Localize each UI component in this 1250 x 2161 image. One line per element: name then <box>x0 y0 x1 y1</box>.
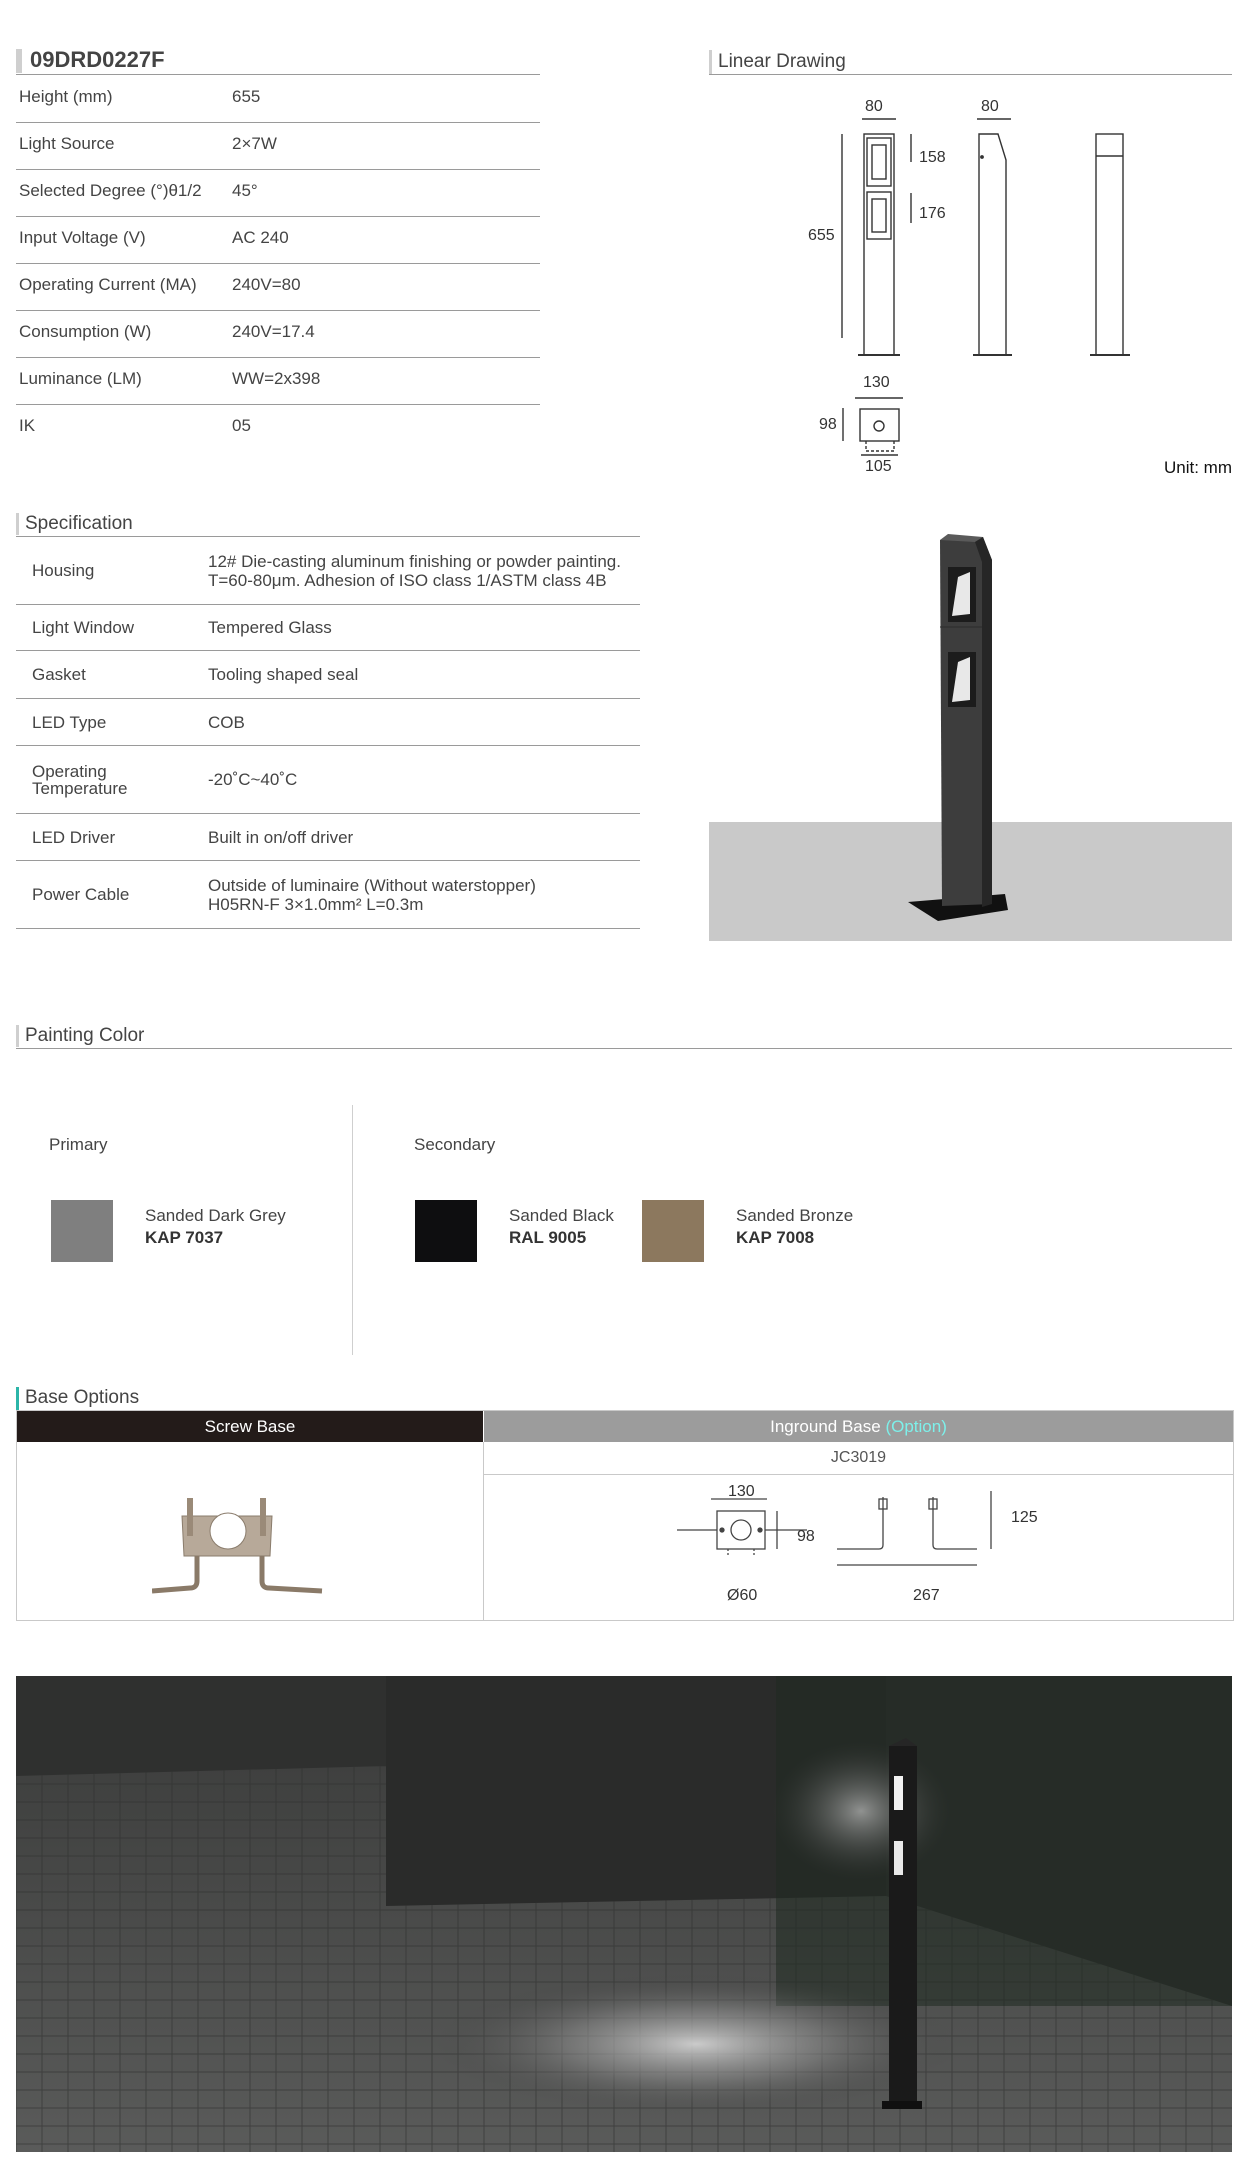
specification-value <box>208 828 353 847</box>
specification-row <box>16 699 640 746</box>
product-spec-table <box>16 76 540 451</box>
specification-row <box>16 651 640 699</box>
base-options-table <box>16 1410 1234 1621</box>
front-view-window-bottom-inner <box>872 199 886 232</box>
dim-base-hole: 105 <box>865 458 892 475</box>
specification-value <box>208 552 621 590</box>
specification-label <box>32 562 94 579</box>
specification-label <box>32 829 115 846</box>
specification-label-line: LED Type <box>32 713 107 732</box>
dim-width-side: 80 <box>981 98 999 115</box>
specification-label <box>32 886 129 903</box>
color-name: Sanded Dark Grey <box>145 1206 286 1225</box>
specification-label <box>32 714 106 731</box>
color-swatch-bronze[interactable] <box>642 1200 704 1262</box>
inground-base-header <box>484 1411 1233 1442</box>
front-view-window-top-inner <box>872 145 886 179</box>
spec-value: WW=2x398 <box>232 369 321 388</box>
spec-label: IK <box>19 416 36 435</box>
dim-window-bottom: 176 <box>919 205 946 222</box>
spec-row <box>16 358 540 405</box>
specification-label-line: Housing <box>32 561 95 580</box>
specification-value <box>208 876 536 914</box>
dim-base-depth: 98 <box>819 416 837 433</box>
color-code: KAP 7037 <box>145 1228 224 1247</box>
column-divider <box>352 1105 353 1355</box>
divider <box>16 74 540 75</box>
back-view-body <box>1096 134 1123 355</box>
specification-table <box>16 536 640 929</box>
specification-value-line: Tooling shaped seal <box>208 665 359 684</box>
spec-value: 05 <box>232 416 251 435</box>
specification-row <box>16 861 640 929</box>
dim-inground-height: 125 <box>1011 1509 1038 1526</box>
specification-value-line: COB <box>208 713 245 732</box>
specification-value-line: Built in on/off driver <box>208 828 354 847</box>
spec-label: Input Voltage (V) <box>19 228 146 247</box>
part-number: JC3019 <box>484 1442 1233 1475</box>
specification-row <box>16 746 640 814</box>
section-marker <box>16 513 19 535</box>
spec-label: Operating Current (MA) <box>19 275 197 294</box>
color-code: RAL 9005 <box>509 1228 587 1247</box>
dim-width-front: 80 <box>865 98 883 115</box>
specification-value <box>208 618 332 637</box>
specification-row <box>16 605 640 651</box>
base-plan-view <box>860 409 899 441</box>
specification-label <box>32 763 127 797</box>
specification-value <box>208 770 297 789</box>
dim-inground-depth: 98 <box>797 1528 815 1545</box>
color-label-bronze <box>736 1205 853 1249</box>
color-name: Sanded Bronze <box>736 1206 854 1225</box>
dim-base-width: 130 <box>863 374 890 391</box>
inground-base-drawing <box>677 1491 1057 1601</box>
specification-value-line: -20˚C~40˚C <box>208 770 298 789</box>
specification-value-line: Tempered Glass <box>208 618 332 637</box>
screw-base-header: Screw Base <box>17 1411 483 1442</box>
linear-drawing-title: Linear Drawing <box>718 51 846 72</box>
spec-value: 45° <box>232 181 258 200</box>
spec-row <box>16 76 540 123</box>
spec-label: Light Source <box>19 134 115 153</box>
specification-label-line: Light Window <box>32 618 135 637</box>
side-view-body <box>979 134 1006 355</box>
spec-row <box>16 217 540 264</box>
specification-value-line: Outside of luminaire (Without waterstopper) <box>208 876 536 895</box>
spec-label: Consumption (W) <box>19 322 152 341</box>
spec-row <box>16 123 540 170</box>
specification-label <box>32 619 134 636</box>
spec-value: 2×7W <box>232 134 277 153</box>
option-label: (Option) <box>885 1417 947 1436</box>
specification-value-line: 12# Die-casting aluminum finishing or powder painting. <box>208 552 621 571</box>
screw-base-image <box>152 1486 352 1606</box>
specification-value <box>208 713 245 732</box>
spec-value: 240V=17.4 <box>232 322 315 341</box>
secondary-label: Secondary <box>414 1135 496 1154</box>
color-swatch-black[interactable] <box>415 1200 477 1262</box>
spec-value: 655 <box>232 87 261 106</box>
spec-label: Luminance (LM) <box>19 369 142 388</box>
spec-label: Selected Degree (°)θ1/2 <box>19 181 202 200</box>
night-scene-photo <box>16 1676 1232 2152</box>
specification-value-line: T=60-80μm. Adhesion of ISO class 1/ASTM class 4B <box>208 571 607 590</box>
primary-label: Primary <box>49 1135 108 1154</box>
specification-value <box>208 665 358 684</box>
color-swatch-dark-grey[interactable] <box>51 1200 113 1262</box>
spec-label: Height (mm) <box>19 87 113 106</box>
specification-title: Specification <box>25 513 133 534</box>
specification-row <box>16 537 640 605</box>
dim-inground-length: 267 <box>913 1587 940 1604</box>
divider <box>16 1048 1232 1049</box>
color-name: Sanded Black <box>509 1206 614 1225</box>
spec-value: AC 240 <box>232 228 289 247</box>
color-label-dark-grey <box>145 1205 286 1249</box>
unit-label: Unit: mm <box>1164 458 1232 477</box>
linear-drawing <box>800 118 1160 480</box>
product-render <box>900 532 1040 922</box>
section-marker <box>709 50 712 74</box>
color-label-black <box>509 1205 614 1249</box>
specification-label-line: Power Cable <box>32 885 130 904</box>
section-marker-accent <box>16 1387 19 1410</box>
spec-row <box>16 405 540 451</box>
front-view-body <box>864 134 894 355</box>
spec-value: 240V=80 <box>232 275 301 294</box>
specification-label-line: LED Driver <box>32 828 116 847</box>
section-marker <box>16 49 22 73</box>
inground-base-label: Inground Base <box>770 1417 881 1436</box>
divider <box>709 74 1232 75</box>
spec-row <box>16 170 540 217</box>
specification-row <box>16 814 640 861</box>
color-code: KAP 7008 <box>736 1228 815 1247</box>
base-options-title: Base Options <box>25 1387 140 1408</box>
dim-height-total: 655 <box>808 227 835 244</box>
dim-inground-diameter: Ø60 <box>727 1587 758 1604</box>
dim-window-top: 158 <box>919 149 946 166</box>
specification-label <box>32 666 86 683</box>
section-marker <box>16 1025 19 1047</box>
dim-inground-width: 130 <box>728 1483 755 1500</box>
specification-label-line: Gasket <box>32 665 86 684</box>
specification-label-line: Temperature <box>32 779 128 798</box>
spec-row <box>16 311 540 358</box>
specification-value-line: H05RN-F 3×1.0mm² L=0.3m <box>208 895 424 914</box>
product-model: 09DRD0227F <box>30 47 165 72</box>
painting-color-title: Painting Color <box>25 1025 145 1046</box>
specification-label-line: Operating <box>32 762 107 781</box>
spec-row <box>16 264 540 311</box>
